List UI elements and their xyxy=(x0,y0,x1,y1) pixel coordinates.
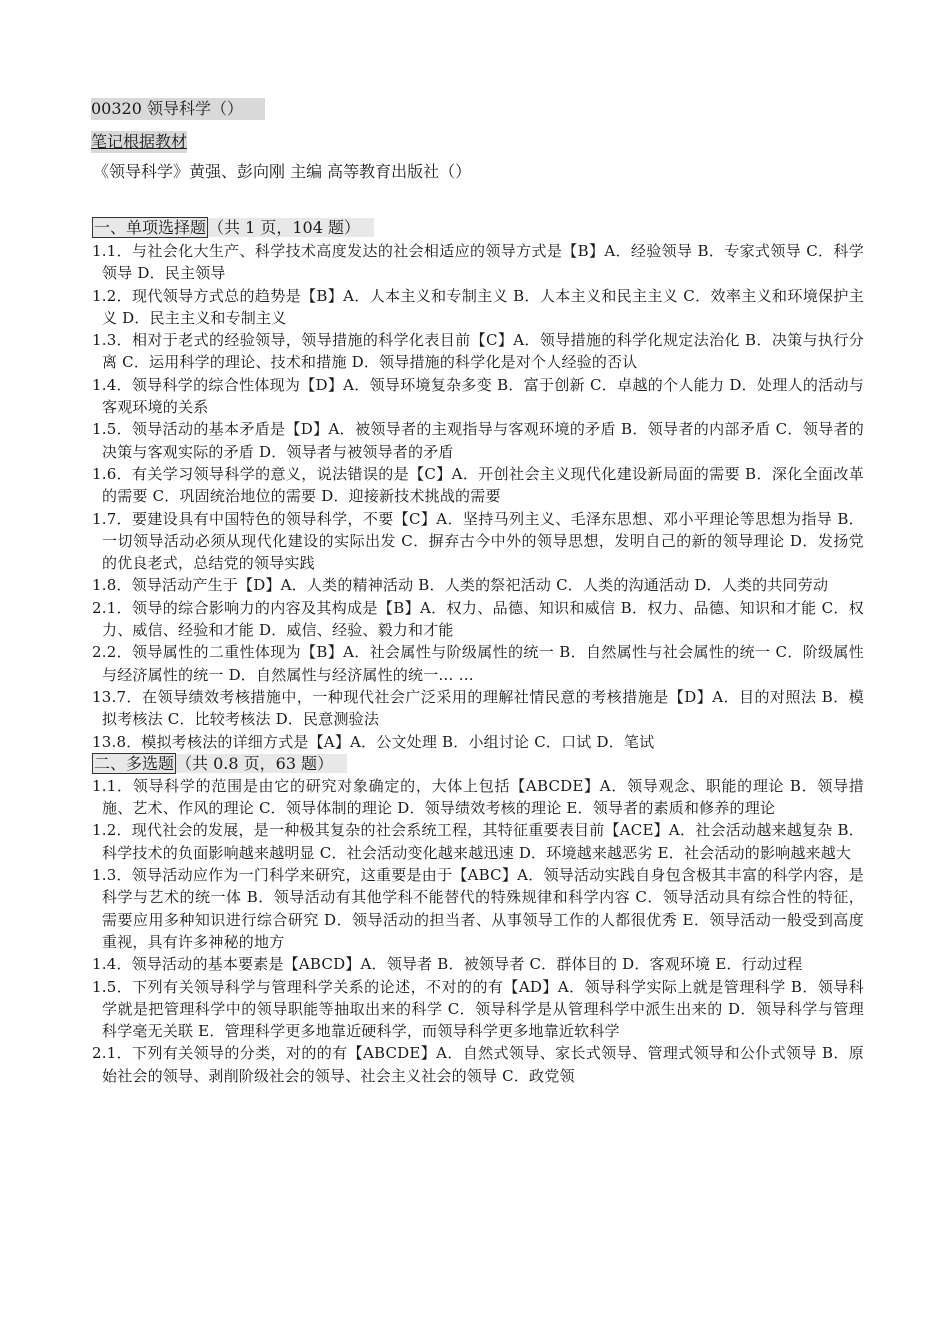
question-item: 1.2．现代社会的发展，是一种极其复杂的社会系统工程，其特征重要表目前【ACE】A．社会活动越来越复杂 B．科学技术的负面影响越来越明显 C．社会活动变化越来越迅速 D．环境越来越恶劣 E．社会活动的影响越来越大 xyxy=(92,821,864,862)
question-item: 1.4．领导活动的基本要素是【ABCD】A．领导者 B．被领导者 C．群体目的 D．客观环境 E．行动过程 xyxy=(92,955,803,974)
question-item: 1.4．领导科学的综合性体现为【D】A．领导环境复杂多变 B．富于创新 C．卓越的个人能力 D．处理人的活动与客观环境的关系 xyxy=(92,375,864,417)
question-item: 2.2．领导属性的二重性体现为【B】A．社会属性与阶级属性的统一 B．自然属性与社会属性的统一 C．阶级属性与经济属性的统一 D．自然属性与经济属性的统一… … xyxy=(92,643,864,684)
question-list-single-choice xyxy=(92,240,864,753)
question-item: 1.1．领导科学的范围是由它的研究对象确定的，大体上包括【ABCDE】A．领导观念、职能的理论 B．领导措施、艺术、作风的理论 C．领导体制的理论 D．领导绩效考核的理论 E．领导者的素质和修养的理论 xyxy=(92,776,864,818)
question-item: 1.1．与社会化大生产、科学技术高度发达的社会相适应的领导方式是【B】A．经验领导 B．专家式领导 C．科学领导 D．民主领导 xyxy=(92,242,864,283)
section-heading-multiple-choice xyxy=(92,753,864,775)
section-label: 一、单项选择题 xyxy=(94,218,207,237)
question-item: 1.6．有关学习领导科学的意义，说法错误的是【C】A．开创社会主义现代化建设新局面的需要 B．深化全面改革的需要 C．巩固统治地位的需要 D．迎接新技术挑战的需要 xyxy=(92,464,864,506)
section-label: 二、多选题 xyxy=(94,753,175,773)
question-item: 1.2．现代领导方式总的趋势是【B】A．人本主义和专制主义 B．人本主义和民主主义 C．效率主义和环境保护主义 D．民主主义和专制主义 xyxy=(92,286,864,327)
question-item: 2.1．下列有关领导的分类，对的的有【ABCDE】A．自然式领导、家长式领导、管理式领导和公仆式领导 B．原始社会的领导、剥削阶级社会的领导、社会主义社会的领导 C．政党领 xyxy=(92,1044,864,1085)
question-item: 1.3．领导活动应作为一门科学来研究，这重要是由于【ABC】A．领导活动实践自身包含极其丰富的科学内容，是科学与艺术的统一体 B．领导活动有其他学科不能替代的特殊规律和科学内容 C．领导活动具有综合性的特征，需要应用多种知识进行综合研究 D．领导活动的担当者、从事领导工作的人都很优秀 E．领导活动一般受到高度重视，具有许多神秘的地方 xyxy=(92,866,864,951)
textbook-reference: 《领导科学》黄强、彭向刚 主编 高等教育出版社（） xyxy=(93,162,472,181)
source-note: 笔记根据教材 xyxy=(91,132,188,151)
question-item: 1.7．要建设具有中国特色的领导科学，不要【C】A．坚持马列主义、毛泽东思想、邓小平理论等思想为指导 B．一切领导活动必须从现代化建设的实际出发 C．摒弃古今中外的领导思想，发明自己的新的领导理论 D．发扬党的优良老式，总结党的领导实践 xyxy=(92,509,864,573)
question-item: 2.1．领导的综合影响力的内容及其构成是【B】A．权力、品德、知识和威信 B．权力、品德、知识和才能 C．权力、威信、经验和才能 D．威信、经验、毅力和才能 xyxy=(92,598,864,640)
section-heading-single-choice xyxy=(92,217,864,239)
section-count: （共 1 页，104 题） xyxy=(208,218,374,237)
question-item: 13.8．模拟考核法的详细方式是【A】A．公文处理 B．小组讨论 C．口试 D．笔试 xyxy=(92,732,655,751)
question-item: 1.3．相对于老式的经验领导，领导措施的科学化表目前【C】A．领导措施的科学化规定法治化 B．决策与执行分离 C．运用科学的理论、技术和措施 D．领导措施的科学化是对个人经验的否认 xyxy=(92,331,864,372)
question-item: 1.5．领导活动的基本矛盾是【D】A．被领导者的主观指导与客观环境的矛盾 B．领导者的内部矛盾 C．领导者的决策与客观实际的矛盾 D．领导者与被领导者的矛盾 xyxy=(92,420,864,461)
section-count: （共 0.8 页，63 题） xyxy=(176,754,347,773)
document-body xyxy=(92,217,864,1087)
document-title: 00320 领导科学（） xyxy=(91,98,265,120)
question-item: 1.5．下列有关领导科学与管理科学关系的论述，不对的的有【AD】A．领导科学实际上就是管理科学 B．领导科学就是把管理科学中的领导职能等抽取出来的科学 C．领导科学是从管理科学中派生出来的 D．领导科学与管理科学毫无关联 E．管理科学更多地靠近硬科学，而领导科学更多地靠近软科学 xyxy=(92,977,864,1041)
question-list-multiple-choice xyxy=(92,775,864,1087)
question-item: 1.8．领导活动产生于【D】A．人类的精神活动 B．人类的祭祀活动 C．人类的沟通活动 D．人类的共同劳动 xyxy=(92,576,829,595)
question-item: 13.7．在领导绩效考核措施中，一种现代社会广泛采用的理解社情民意的考核措施是【D】A．目的对照法 B．模拟考核法 C．比较考核法 D．民意测验法 xyxy=(92,687,864,729)
